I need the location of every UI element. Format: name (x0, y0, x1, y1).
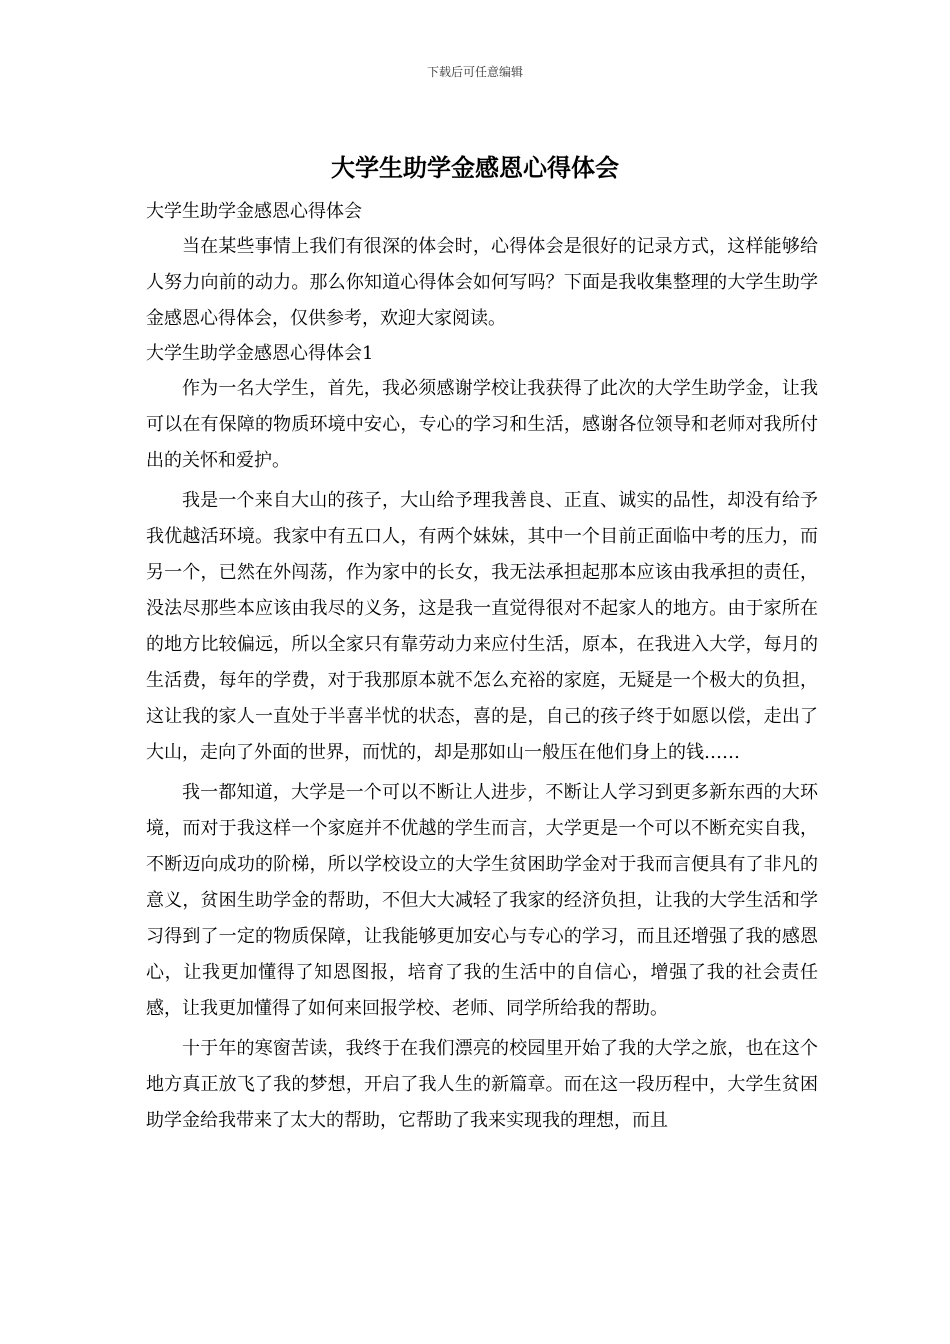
header-note: 下载后可任意编辑 (426, 65, 523, 79)
body-paragraph: 十于年的寒窗苦读，我终于在我们漂亮的校园里开始了我的大学之旅，也在这个地方真正放飞了我的梦想，开启了我人生的新篇章。而在这一段历程中，大学生贫困助学金给我带来了太大的帮助，它帮助了我来实现我的理想，而且 (146, 1038, 818, 1131)
body-paragraph: 作为一名大学生，首先，我必须感谢学校让我获得了此次的大学生助学金，让我可以在有保障的物质环境中安心，专心的学习和生活，感谢各位领导和老师对我所付出的关怀和爱护。 (146, 378, 818, 471)
body-paragraph: 我一都知道，大学是一个可以不断让人进步，不断让人学习到更多新东西的大环境，而对于我这样一个家庭并不优越的学生而言，大学更是一个可以不断充实自我，不断迈向成功的阶梯，所以学校设立的大学生贫困助学金对于我而言便具有了非凡的意义，贫困生助学金的帮助，不但大大减轻了我家的经济负担，让我的大学生活和学习得到了一定的物质保障，让我能够更加安心与专心的学习，而且还增强了我的感恩心，让我更加懂得了知恩图报，培育了我的生活中的自信心，增强了我的社会责任感，让我更加懂得了如何来回报学校、老师、同学所给我的帮助。 (146, 782, 818, 1019)
document-title: 大学生助学金感恩心得体会 (331, 153, 619, 182)
section-heading: 大学生助学金感恩心得体会1 (146, 343, 374, 364)
subtitle-line: 大学生助学金感恩心得体会 (146, 201, 362, 222)
document-body (146, 195, 818, 1139)
intro-paragraph: 当在某些事情上我们有很深的体会时，心得体会是很好的记录方式，这样能够给人努力向前的动力。那么你知道心得体会如何写吗？下面是我收集整理的大学生助学金感恩心得体会，仅供参考，欢迎大家阅读。 (146, 236, 818, 329)
body-paragraph: 我是一个来自大山的孩子，大山给予理我善良、正直、诚实的品性，却没有给予我优越活环境。我家中有五口人，有两个妹妹，其中一个目前正面临中考的压力，而另一个，已然在外闯荡，作为家中的长女，我无法承担起那本应该由我承担的责任，没法尽那些本应该由我尽的义务，这是我一直觉得很对不起家人的地方。由于家所在的地方比较偏远，所以全家只有靠劳动力来应付生活，原本，在我进入大学，每月的生活费，每年的学费，对于我那原本就不怎么充裕的家庭，无疑是一个极大的负担，这让我的家人一直处于半喜半忧的状态，喜的是，自己的孩子终于如愿以偿，走出了大山，走向了外面的世界，而忧的，却是那如山一般压在他们身上的钱…… (146, 490, 818, 763)
